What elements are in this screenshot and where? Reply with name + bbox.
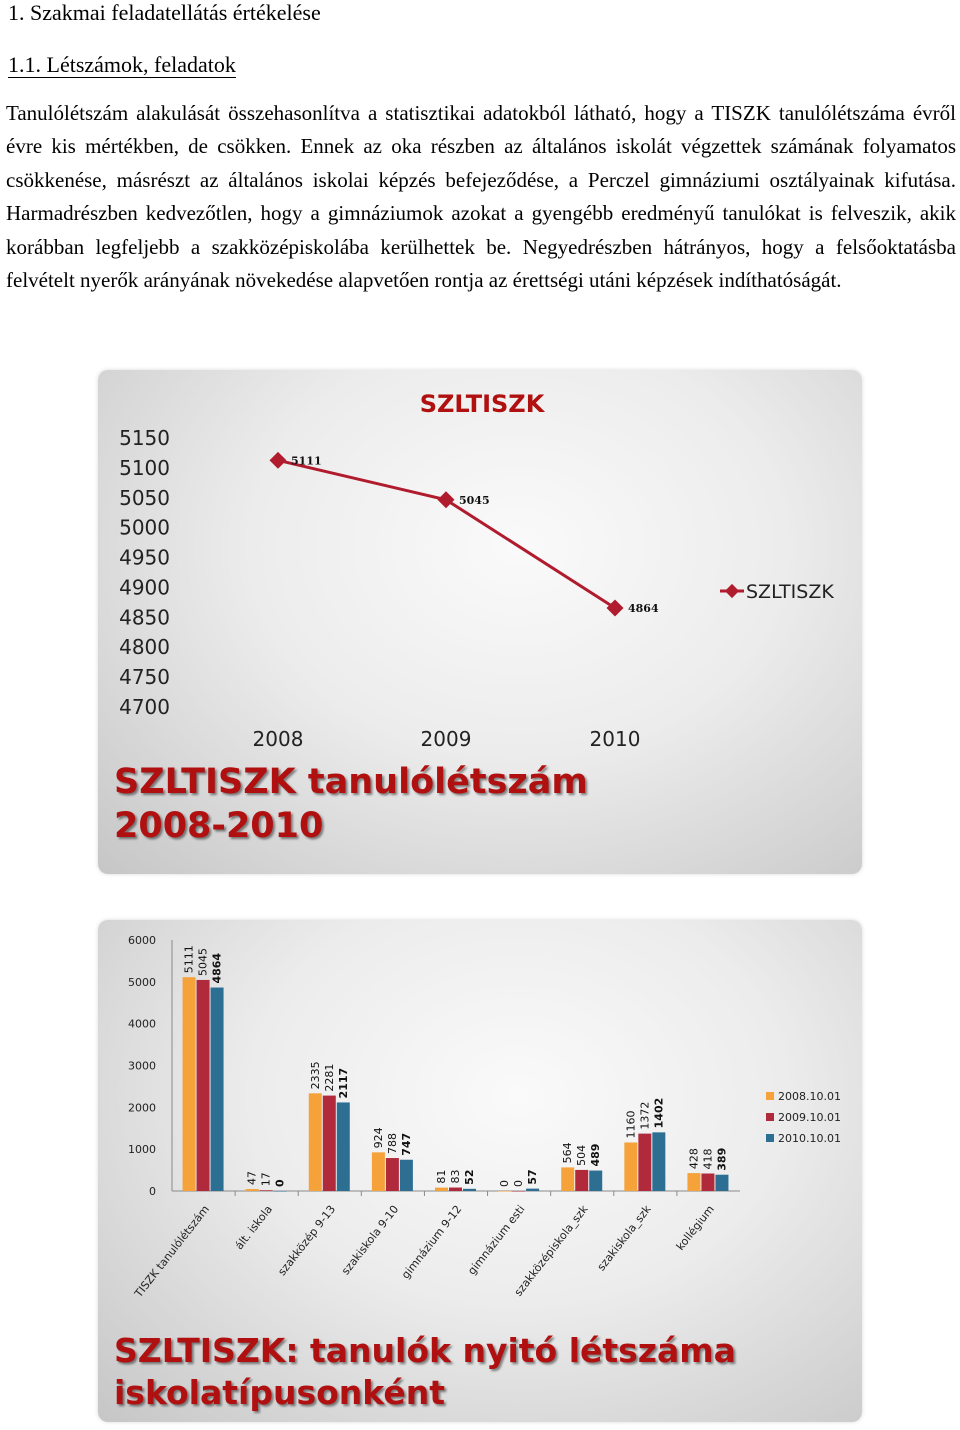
- bar-value-label: 489: [589, 1143, 603, 1167]
- subsection-heading-text: 1.1. Létszámok, feladatok: [8, 52, 236, 77]
- bar: [309, 1093, 322, 1191]
- bar: [589, 1171, 602, 1191]
- bar: [183, 977, 196, 1191]
- bar: [211, 988, 224, 1191]
- bar-value-label: 924: [371, 1127, 385, 1149]
- bar-value-label: 418: [701, 1148, 715, 1170]
- data-label: 5111: [291, 454, 322, 468]
- bar-value-label: 504: [575, 1144, 589, 1166]
- bar: [512, 1191, 525, 1192]
- bar: [638, 1134, 651, 1191]
- bar: [561, 1167, 574, 1191]
- bar-value-label: 5045: [196, 947, 210, 976]
- y-tick-label: 5000: [119, 515, 170, 540]
- bar: [337, 1102, 350, 1191]
- bar: [372, 1152, 385, 1191]
- category-label: kollégium: [673, 1202, 717, 1253]
- bar-value-label: 428: [687, 1148, 701, 1170]
- category-label: gimnázium esti: [465, 1202, 528, 1278]
- bar: [624, 1142, 637, 1191]
- category-label: szakközépiskola_szk: [511, 1202, 591, 1299]
- y-tick-label: 6000: [128, 934, 156, 947]
- y-tick-label: 5100: [119, 455, 170, 480]
- category-label: szakközép 9-13: [275, 1202, 339, 1279]
- y-tick-label: 2000: [128, 1101, 156, 1115]
- bar: [386, 1158, 399, 1191]
- bar-value-label: 1402: [652, 1097, 666, 1129]
- category-label: TISZK tanulólétszám: [132, 1202, 212, 1300]
- bar-value-label: 564: [561, 1142, 575, 1164]
- bar-value-label: 2335: [308, 1061, 322, 1090]
- bar: [652, 1132, 665, 1191]
- y-tick-label: 5000: [128, 975, 156, 989]
- data-point: [270, 452, 287, 469]
- y-tick-label: 4950: [119, 545, 170, 570]
- y-tick-label: 3000: [128, 1059, 156, 1073]
- data-label: 5045: [459, 493, 490, 507]
- bar: [715, 1175, 728, 1191]
- legend-label: 2010.10.01: [778, 1132, 841, 1145]
- bar: [435, 1188, 448, 1191]
- bar: [449, 1188, 462, 1191]
- data-point: [438, 491, 455, 508]
- bar-value-label: 1372: [638, 1101, 652, 1130]
- bar-value-label: 389: [715, 1147, 729, 1171]
- bar-value-label: 5111: [182, 945, 196, 974]
- x-tick-label: 2010: [589, 727, 641, 751]
- bar-chart-panel: [98, 920, 862, 1422]
- legend-swatch: [766, 1134, 774, 1142]
- bar: [323, 1096, 336, 1191]
- y-tick-label: 5050: [119, 485, 170, 510]
- y-tick-label: 4850: [119, 605, 170, 630]
- legend-swatch: [766, 1092, 774, 1100]
- x-tick-label: 2009: [420, 727, 472, 751]
- x-tick-label: 2008: [252, 727, 304, 751]
- y-tick-label: 0: [149, 1185, 156, 1198]
- bar: [463, 1189, 476, 1191]
- data-label: 4864: [628, 601, 659, 615]
- legend-label: SZLTISZK: [746, 581, 834, 603]
- bar-value-label: 52: [463, 1169, 476, 1185]
- bar-value-label: 0: [273, 1179, 287, 1187]
- bar: [400, 1160, 413, 1191]
- y-tick-label: 4750: [119, 665, 170, 690]
- bar-value-label: 0: [498, 1180, 512, 1187]
- category-label: gimnázium 9-12: [399, 1202, 465, 1282]
- bar: [687, 1173, 700, 1191]
- bar-chart-caption-line: iskolatípusonként: [114, 1373, 445, 1412]
- bar: [701, 1174, 714, 1191]
- y-tick-label: 4900: [119, 575, 170, 600]
- category-label: szakiskola 9-10: [339, 1202, 402, 1278]
- legend-swatch: [766, 1113, 774, 1121]
- bar: [197, 980, 210, 1191]
- category-label: ált. iskola: [232, 1202, 276, 1253]
- data-point: [607, 599, 624, 616]
- y-tick-label: 4000: [128, 1017, 156, 1031]
- line-chart-caption-line: 2008-2010: [114, 806, 324, 846]
- line-chart-caption-line: SZLTISZK tanulólétszám: [114, 762, 588, 802]
- bar-chart-caption: [114, 1330, 736, 1414]
- bar: [526, 1189, 539, 1191]
- bar-value-label: 1160: [624, 1110, 638, 1139]
- series-line: [278, 460, 615, 608]
- line-chart-panel: [98, 370, 862, 874]
- bar-value-label: 4864: [210, 952, 224, 984]
- body-paragraph: Tanulólétszám alakulását összehasonlítva a statisztikai adatokból látható, hogy a TISZK tanulólétszáma évről évre kis mértékben, de csökken. Ennek az oka részben az általános iskolát végzettek számának folyamatos csökkenése, másrészt az általános iskolai képzés befejeződése, a Perczel gimnáziumi osztályainak kifutása. Harmadrészben kedvezőtlen, hogy a gimnáziumok azokat a gyengébb eredményű tanulókat is felveszik, akik korábban legfeljebb a szakközépiskolába kerülhettek be. Negyedrészben hátrányos, hogy a felsőoktatásba felvételt nyerők arányának növekedése alapvetően rontja az érettségi utáni képzések indíthatóságát.: [6, 101, 956, 293]
- bar-value-label: 2117: [336, 1067, 350, 1099]
- section-heading: 1. Szakmai feladatellátás értékelése: [8, 0, 321, 25]
- y-tick-label: 4700: [119, 695, 170, 719]
- bar-value-label: 788: [385, 1133, 399, 1155]
- y-tick-label: 4800: [119, 635, 170, 660]
- y-tick-label: 5150: [119, 426, 170, 450]
- bar: [498, 1191, 511, 1192]
- bar-value-label: 747: [399, 1132, 413, 1156]
- y-tick-label: 1000: [128, 1143, 156, 1157]
- bar: [575, 1170, 588, 1191]
- category-label: szakiskola_szk: [594, 1202, 654, 1274]
- bar-chart-caption-line: SZLTISZK: tanulók nyitó létszáma: [114, 1331, 736, 1370]
- bar-value-label: 47: [245, 1171, 259, 1186]
- bar: [260, 1190, 273, 1191]
- bar-value-label: 57: [526, 1169, 540, 1185]
- bar: [246, 1189, 259, 1191]
- bar: [274, 1191, 287, 1192]
- line-chart-caption: [114, 760, 588, 848]
- legend-label: 2009.10.01: [778, 1111, 841, 1124]
- bar-value-label: 83: [449, 1169, 462, 1184]
- chart-title: SZLTISZK: [419, 390, 545, 418]
- bar-value-label: 17: [259, 1172, 273, 1187]
- legend-label: 2008.10.01: [778, 1090, 841, 1103]
- bar-value-label: 0: [512, 1180, 526, 1187]
- legend-marker: [725, 584, 739, 598]
- bar-value-label: 2281: [322, 1063, 336, 1092]
- bar-value-label: 81: [435, 1169, 448, 1184]
- subsection-heading: [8, 52, 236, 78]
